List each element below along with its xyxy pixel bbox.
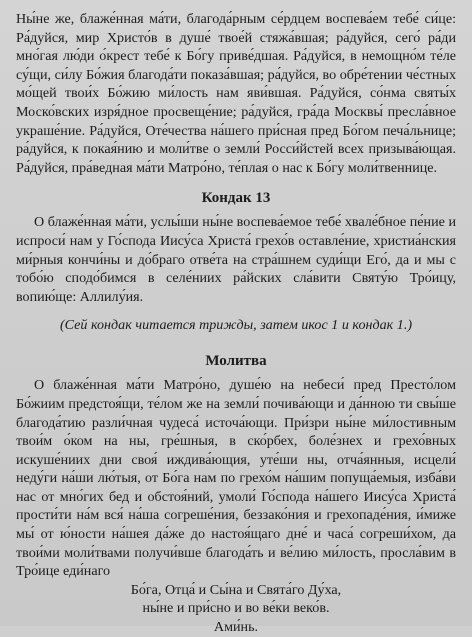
ikos-text: Ны́не же, блаже́нная ма́ти, благода́рным се́рдцем воспева́ем тебе́ си́це: Ра́дуйся, мир Христо́в в душе́ твое́й стяжа́вшая; ра́дуйся, сего́ ра́ди мно́гая лю́ди о́крест тебе́ к Бо́гу приве́дшая. Ра́дуйся, в немощно́м те́ле су́щи, си́лу Бо́жия благода́ти показа́вшая; ра́дуйся, во обре́тении че́стных мо́щей твои́х Бо́жию ми́лость нам яви́вшая. Ра́дуйся, со́нма святы́х Моско́вских изря́дное просвеще́ние; ра́дуйся, гра́да Москвы́ пресла́вное украше́ние. Ра́дуйся, Оте́чества на́шего при́сная пред Бо́гом печа́льнице; ра́дуйся, к покая́нию и моли́тве о земли́ Росси́йстей всех призыва́ющая. Ра́дуйся, пра́ведная ма́ти Матро́но, те́плая о нас к Бо́гу моли́твеннице. xyxy=(16,11,456,176)
kontakion-heading: Кондак 13 xyxy=(201,190,271,207)
prayer-closing-line: Бо́га, Отца́ и Сы́на и Свята́го Ду́ха, xyxy=(130,581,342,598)
prayer-amen: Ами́нь. xyxy=(213,619,259,636)
kontakion-text: О блаже́нная ма́ти, услы́ши ны́не воспева́емое тебе́ хвале́бное пе́ние и испроси́ нам у Го́спода Иису́са Христа́ грехо́в оставле́ние, христиа́нския ми́рныя кончи́ны и до́браго отве́та на стра́шнем суди́щи Его́, да и мы с тобо́ю сподо́бимся в селе́ниих ра́йских сла́вити Святу́ю Тро́ицу, вопию́ще: Аллилу́ия. xyxy=(16,214,456,305)
kontakion-note: (Сей кондак читается трижды, затем икос 1 и кондак 1.) xyxy=(59,317,413,334)
prayer-closing-line: ны́не и при́сно и во ве́ки веко́в. xyxy=(142,600,330,617)
prayer-text: О блаже́нная ма́ти Матро́но, душе́ю на небеси́ пред Престо́лом Бо́жиим предстоя́щи, те́лом же на земли́ почива́ющи и да́нною ти свы́ше благода́тию разли́чная чудеса́ источа́ющи. При́зри ны́не ми́лостивным твои́м о́ком на ны, гре́шныя, в ско́рбех, боле́знех и грехо́вных искуше́ниих дни своя́ иждива́ющия, уте́ши ны, отча́янныя, исцели́ неду́ги на́ши лю́тыя, от Бо́га нам по грехо́м на́шим попуща́емыя, изба́ви нас от мно́гих бед и обстоя́ний, умоли́ Го́спода на́шего Иису́са Христа́ прости́ти на́м вся́ на́ша согреше́ния, беззако́ния и грехопаде́ния, и́миже мы́ от ю́ности на́шея да́же до настоя́щаго дне́ и часа́ согреши́хом, да твои́ми моли́твами получи́вше благода́ть и ве́лию ми́лость, просла́вим в Тро́ице еди́наго xyxy=(16,377,456,580)
prayer-heading: Молитва xyxy=(205,353,267,370)
